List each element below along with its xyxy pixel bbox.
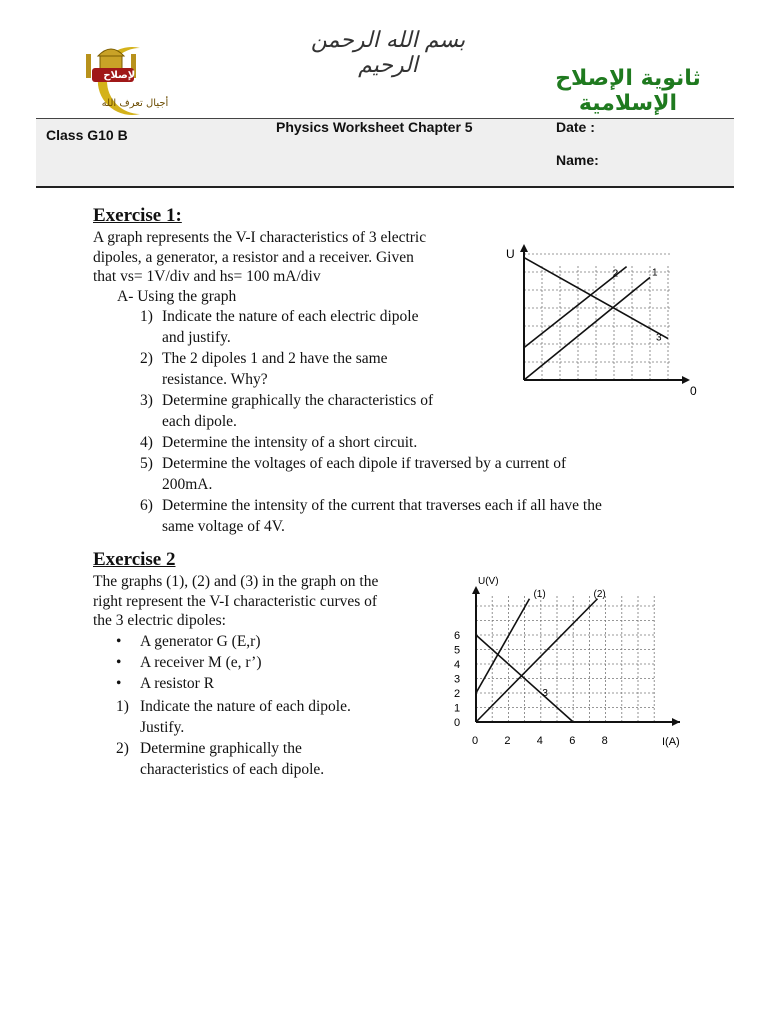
intro-line: A graph represents the V-I characteristics of 3 electric (93, 229, 427, 246)
question-item: 2) Determine graphically the (116, 740, 302, 757)
question-item: 200mA. (162, 476, 213, 493)
question-item: 1) Indicate the nature of each dipole. (116, 698, 351, 715)
chart2-y-tick: 4 (454, 659, 461, 671)
question-item: 6) Determine the intensity of the current that traverses each if all have the (140, 497, 602, 514)
exercise2-bullets (116, 631, 436, 694)
date-label: Date : (556, 119, 595, 135)
logo-text: الإصلاح (103, 70, 139, 81)
chart1-series-label: 3 (656, 332, 662, 344)
chart1-y-label: U (506, 247, 515, 261)
question-item: resistance. Why? (162, 371, 268, 388)
chart1-x-end-label: 0 (690, 384, 697, 398)
question-item: characteristics of each dipole. (140, 761, 325, 778)
chart1-y-arrow (520, 244, 528, 252)
question-item: Justify. (140, 719, 185, 736)
bullet-item: • A resistor R (116, 675, 215, 692)
school-name-arabic: ثانوية الإصلاح الإسلامية (555, 66, 701, 116)
chart2-y-tick: 3 (454, 673, 461, 686)
chart2-x-tick: 8 (601, 735, 608, 747)
intro-line: The graphs (1), (2) and (3) in the graph on the (93, 573, 379, 590)
intro-line: that vs= 1V/div and hs= 100 mA/div (93, 268, 321, 285)
exercise1-title: Exercise 1: (93, 205, 182, 226)
question-item: 2) The 2 dipoles 1 and 2 have the same (140, 350, 388, 367)
chart2-series-label: 3 (542, 687, 548, 699)
logo-caption: أجيال تعرف الله (101, 98, 169, 109)
question-item: and justify. (162, 329, 231, 346)
question-item: 1) Indicate the nature of each electric dipole (140, 308, 419, 325)
chart2-series-label: (1) (533, 588, 546, 600)
question-item: same voltage of 4V. (162, 518, 285, 535)
intro-line: dipoles, a generator, a resistor and a receiver. Given (93, 248, 414, 266)
exercise1-intro (93, 228, 513, 287)
name-label: Name: (556, 152, 599, 168)
question-item: 4) Determine the intensity of a short circuit. (140, 434, 418, 451)
chart2-x-arrow (672, 718, 680, 726)
exercise1-part-a: A- Using the graph (117, 288, 237, 305)
chart2-series-label: (2) (593, 588, 606, 600)
question-item: 5) Determine the voltages of each dipole if traversed by a current of (140, 455, 567, 472)
chart2-y-tick: 0 (454, 717, 461, 729)
chart2-vi-graph (440, 570, 696, 760)
chart1-series-label: 1 (652, 267, 658, 279)
chart2-x-tick: 0 (472, 735, 479, 747)
chart2-y-tick: 5 (454, 644, 461, 657)
chart1-series-label: 2 (612, 268, 619, 280)
intro-line: the 3 electric dipoles: (93, 612, 226, 629)
chart2-series (476, 599, 598, 722)
exercise2-intro (93, 572, 438, 631)
class-label: Class G10 B (46, 127, 128, 143)
bullet-item: • A generator G (E,r) (116, 633, 261, 650)
exercise2-questions (116, 696, 436, 780)
chart2-y-label: U(V) (478, 576, 499, 587)
chart1-x-arrow (682, 376, 690, 384)
bullet-item: • A receiver M (e, r’) (116, 654, 262, 671)
chart2-x-tick: 2 (504, 735, 511, 747)
chart2-y-arrow (472, 586, 480, 594)
chart2-y-tick: 1 (454, 702, 461, 715)
basmala-calligraphy: بسم الله الرحمن الرحيم (310, 28, 466, 78)
chart2-x-tick: 4 (536, 735, 543, 747)
exercise2-title: Exercise 2 (93, 549, 176, 570)
chart2-x-tick: 6 (569, 735, 576, 747)
chart2-x-label: I(A) (662, 736, 680, 748)
chart1-vi-graph (500, 240, 705, 400)
chart2-ticks (454, 630, 608, 747)
chart2-y-tick: 6 (454, 630, 461, 642)
chart2-y-tick: 2 (454, 688, 461, 700)
intro-line: right represent the V-I characteristic curves of (93, 592, 378, 610)
question-item: each dipole. (162, 413, 237, 430)
chart2-series-labels (533, 589, 605, 699)
chart1-series-labels (613, 267, 662, 343)
question-item: 3) Determine graphically the characteristics of (140, 392, 434, 409)
worksheet-title: Physics Worksheet Chapter 5 (276, 119, 473, 135)
